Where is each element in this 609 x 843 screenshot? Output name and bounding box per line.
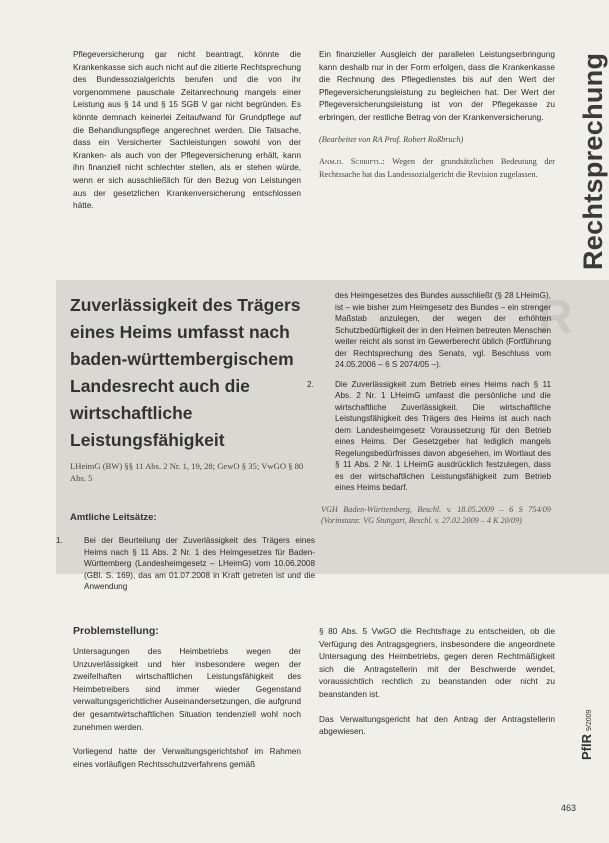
bottom-left-paragraph-1: Untersagungen des Heimbetriebs wegen der Unzuverlässigkeit und hier insbesondere wegen der zweifelhaften wirtschaftlichen Leistungsfähigkeit des Heimbetreibers sind immer wieder Gegenstand verwaltungsgerichtlicher Auseinandersetzungen, die aufgrund der gesamtwirtschaftlichen Situation tendenziell wohl noch zunehmen werden.: [73, 646, 301, 732]
leitsatz-1-text: Bei der Beurteilung der Zuverlässigkeit des Trägers eines Heims nach § 11 Abs. 2 Nr. 1 des Heimgesetzes für Baden-Württemberg (Landesheimgesetz – LHeimG) vom 10.06.2008 (GBl. S. 169), das am 01.07.2008 in Kraft getreten ist und die Anwendung: [84, 536, 315, 591]
leitsatz-2-number: 2.: [307, 379, 314, 389]
editor-attribution: (Bearbeitet von RA Prof. Robert Roßbruch): [319, 134, 464, 144]
bottom-left-paragraph-2: Vorliegend hatte der Verwaltungsgerichtshof im Rahmen eines vorläufigen Rechtsschutzverfahrens gemäß: [73, 746, 301, 769]
leitsatz-1: [56, 535, 315, 593]
bottom-right-paragraph-2: Das Verwaltungsgericht hat den Antrag der Antragstellerin abgewiesen.: [319, 713, 555, 737]
top-left-paragraph: Pflegeversicherung gar nicht beantragt, könnte die Krankenkasse sich auch nicht auf die zitierte Rechtsprechung des Bundessozialgerichts berufen und die von ihr vorgenommene pauschale Zeitanrechnung mangels einer Leistung aus § 14 und § 15 SGB V gar nicht begründen. Es könnte demnach keinerlei Zeitaufwand für Grundpflege auf die Behandlungspflege angerechnet werden. Die Tatsache, dass ein Versicherter Sachleistungen sowohl von der Kranken- als auch von der Pflegeversicherung erhält, kann ihn finanziell nicht schlechter stellen, als er stehen würde, wenn er sich ausschließlich für den Bezug von Leistungen aus der gesetzlichen Krankenversicherung entschlossen hätte.: [73, 49, 301, 211]
band-right-column: [307, 290, 551, 535]
bottom-right-column: [319, 625, 555, 738]
leitsaetze-heading: Amtliche Leitsätze:: [70, 512, 157, 523]
court-citation: VGH Baden-Württemberg, Beschl. v. 18.05.2009 – 6 S 754/09 (Vorinstanz: VG Stuttgart, Beschl. v. 27.02.2009 – 4 K 20/09): [321, 504, 551, 525]
journal-logo-text: PflR: [579, 734, 594, 760]
article-headline: Zuverlässigkeit des Trägers eines Heims umfasst nach baden-württembergischem Landesrecht auch die wirtschaftliche Leistungsfähigkeit: [70, 295, 301, 450]
editor-note-label: Anm.d. Schriftl.:: [319, 157, 385, 167]
statute-citation: LHeimG (BW) §§ 11 Abs. 2 Nr. 1, 19, 28; GewO § 35; VwGO § 80 Abs. 5: [70, 461, 304, 483]
problem-heading: Problemstellung:: [73, 625, 159, 637]
top-left-column: [73, 48, 301, 212]
section-watermark: R: [538, 291, 573, 344]
editor-note: [319, 156, 555, 181]
leitsatz-2-text: Die Zuverlässigkeit zum Betrieb eines Heims nach § 11 Abs. 2 Nr. 1 LHeimG umfasst die persönliche und die wirtschaftliche Zuverlässigkeit. Die wirtschaftliche Leistungsfähigkeit des Trägers des Heims ist auch nach dem Landesheimgesetz Voraussetzung für den Betrieb eines Heims. Der Gesetzgeber hat lediglich mangels Regelungsbedürfnisses davon abgesehen, im Wortlaut des § 11 Abs. 2 Nr. 1 LHeimG ausdrücklich festzulegen, dass es der wirtschaftlichen Leistungsfähigkeit zum Betrieb eines Heims bedarf.: [335, 379, 551, 492]
leitsatz-1-number: 1.: [56, 536, 63, 545]
page-number: 463: [561, 803, 577, 813]
bottom-left-column: [73, 645, 301, 770]
top-right-column: [319, 48, 555, 181]
editor-note-text: Wegen der grundsätzlichen Bedeutung der Rechtssache hat das Landessozialgericht die Revision zugelassen.: [319, 157, 555, 179]
journal-issue: 9/2009: [586, 709, 593, 731]
leitsatz-2: [307, 379, 551, 494]
top-right-paragraph: Ein finanzieller Ausgleich der parallelen Leistungserbringung kann deshalb nur in der Form erfolgen, dass die Krankenkasse die Rechnung des Pflegedienstes bis auf den Wert der Pflegeversicherungsleistung zu begleichen hat. Der Wert der Pflegeversicherungsleistung ist von der Pflegekasse zu erbringen, der restliche Betrag von der Krankenversicherung.: [319, 49, 555, 122]
leitsatz-1-continuation: des Heimgesetzes des Bundes ausschließt (§ 28 LHeimG), ist – wie bisher zum Heimgesetz des Bundes – ein strenger Maßstab anzulegen, der wegen der erhöhten Schutzbedürftigkeit der in den Heimen betreuten Menschen weiter reicht als sonst im Gewerberecht üblich (Fortführung der Rechtsprechung des Senats, vgl. Beschluss vom 24.05.2006 – 6 S 2074/05 –).: [335, 291, 551, 369]
journal-logo: [578, 710, 596, 760]
section-label: Rechtsprechung: [578, 52, 608, 270]
bottom-right-paragraph-1: § 80 Abs. 5 VwGO die Rechtsfrage zu entscheiden, ob die Verfügung des Antragsgegners, insbesondere die angeordnete Untersagung des Heimbetriebs, gegen deren Rechtmäßigkeit sich die Antragstellerin mit der Beschwerde wendet, voraussichtlich rechtlich zu beanstanden oder nicht zu beanstanden ist.: [319, 626, 555, 699]
